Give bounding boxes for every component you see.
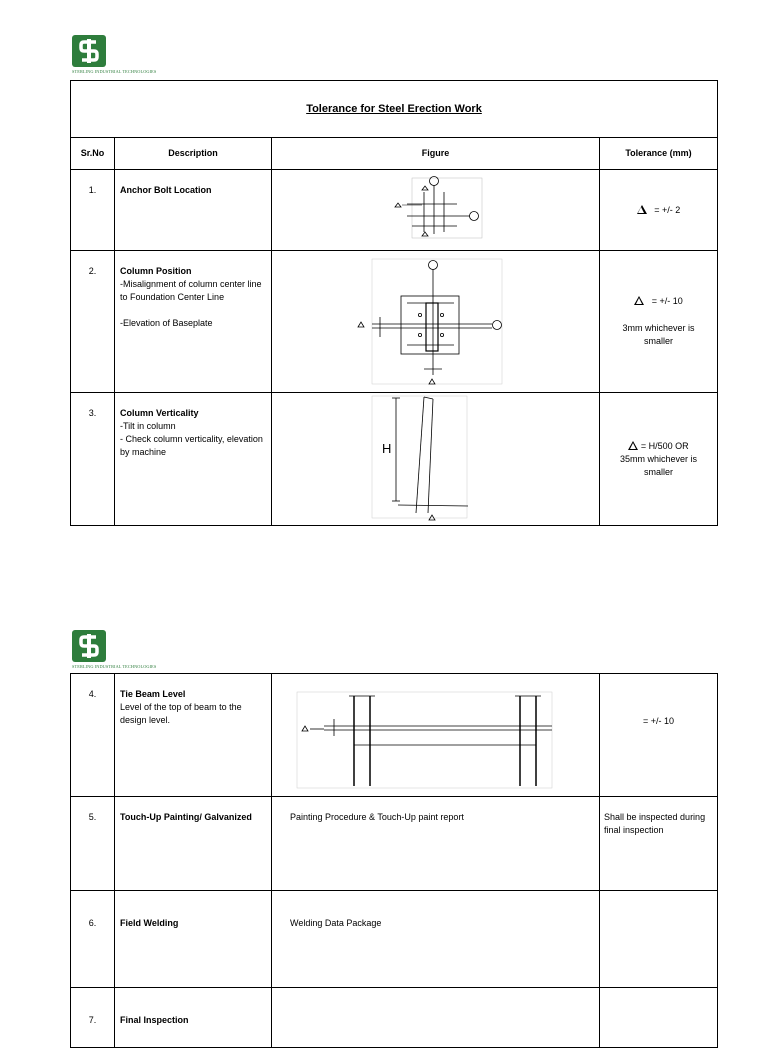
row-sr: 5. (71, 797, 115, 891)
row-desc-line: -Tilt in column (120, 421, 176, 431)
tolerance-table-page2 (70, 673, 718, 1048)
row-sr: 6. (71, 891, 115, 988)
row-desc-line: Level of the top of beam to the design level. (120, 702, 242, 725)
row-title: Column Position (120, 266, 192, 276)
company-name: STERLING INDUSTRIAL TECHNOLOGIES (72, 664, 157, 669)
page-title: Tolerance for Steel Erection Work (306, 102, 482, 115)
row-tolerance (600, 170, 718, 251)
table-row (71, 891, 718, 988)
row-title: Field Welding (120, 918, 179, 928)
row-figure-text: Welding Data Package (272, 891, 600, 988)
table-row (71, 170, 718, 251)
row-figure (272, 251, 600, 393)
delta-icon (634, 296, 644, 305)
logo-mark-icon (72, 630, 106, 662)
table-row (71, 674, 718, 797)
row-sr: 3. (71, 393, 115, 526)
title-cell (71, 81, 718, 138)
row-sr: 7. (71, 988, 115, 1048)
tolerance-value: = +/- 2 (654, 204, 681, 215)
row-description (115, 891, 272, 988)
delta-icon (628, 441, 638, 450)
table-row (71, 251, 718, 393)
row-description (115, 170, 272, 251)
row-tolerance: Shall be inspected during final inspection (600, 797, 718, 891)
row-description (115, 797, 272, 891)
anchor-bolt-figure (272, 170, 600, 246)
row-sr: 1. (71, 170, 115, 251)
row-desc-line: -Misalignment of column center line to Foundation Center Line (120, 279, 262, 302)
company-logo (72, 35, 192, 74)
row-tolerance (600, 988, 718, 1048)
height-label: H (382, 441, 392, 456)
tolerance-note: 3mm whichever is smaller (622, 323, 695, 346)
header-figure: Figure (272, 138, 600, 170)
column-verticality-figure (272, 393, 600, 521)
row-description (115, 988, 272, 1048)
row-figure-text: Painting Procedure & Touch-Up paint report (272, 797, 600, 891)
header-row (71, 138, 718, 170)
row-description (115, 393, 272, 526)
row-description (115, 251, 272, 393)
row-description (115, 674, 272, 797)
company-logo (72, 630, 192, 669)
tie-beam-figure (272, 674, 600, 792)
row-sr: 2. (71, 251, 115, 393)
tolerance-value: = H/500 OR (640, 440, 689, 451)
row-tolerance (600, 891, 718, 988)
row-sr: 4. (71, 674, 115, 797)
row-title: Column Verticality (120, 408, 199, 418)
row-figure-text (272, 988, 600, 1048)
header-sr: Sr.No (71, 138, 115, 170)
tolerance-table-page1 (70, 80, 718, 526)
row-desc-line: -Elevation of Baseplate (120, 318, 213, 328)
logo-mark-icon (72, 35, 106, 67)
table-row (71, 393, 718, 526)
row-desc-line: - Check column verticality, elevation by machine (120, 434, 263, 457)
row-tolerance (600, 393, 718, 526)
row-figure (272, 170, 600, 251)
row-title: Final Inspection (120, 1015, 189, 1025)
row-figure (272, 674, 600, 797)
row-figure (272, 393, 600, 526)
header-description: Description (115, 138, 272, 170)
row-title: Anchor Bolt Location (120, 185, 212, 195)
tolerance-note: 35mm whichever is smaller (619, 453, 698, 477)
row-title: Touch-Up Painting/ Galvanized (120, 812, 252, 822)
tolerance-value: = +/- 10 (651, 296, 683, 306)
company-name: STERLING INDUSTRIAL TECHNOLOGIES (72, 69, 157, 74)
table-row (71, 988, 718, 1048)
tolerance-value: = +/- 10 (642, 715, 675, 726)
row-tolerance (600, 674, 718, 797)
delta-icon (637, 205, 647, 214)
table-row (71, 797, 718, 891)
column-position-figure (272, 251, 600, 388)
header-tolerance: Tolerance (mm) (600, 138, 718, 170)
row-tolerance (600, 251, 718, 393)
row-title: Tie Beam Level (120, 689, 186, 699)
